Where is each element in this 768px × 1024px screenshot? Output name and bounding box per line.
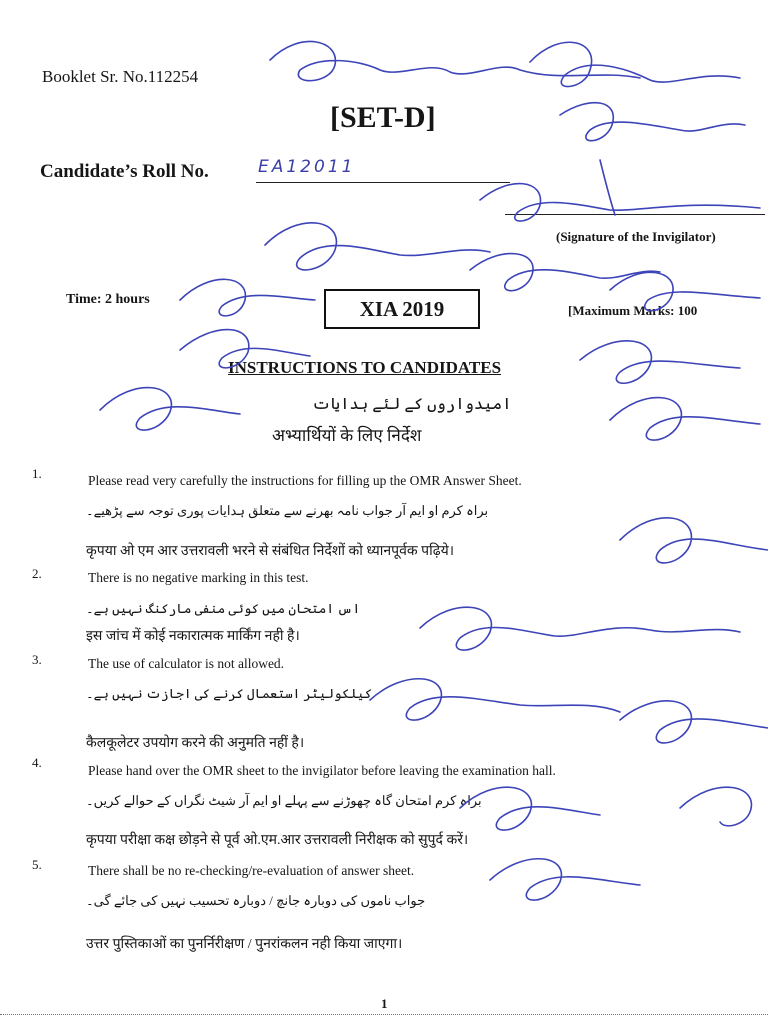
signature-scribble bbox=[180, 279, 315, 316]
booklet-serial: Booklet Sr. No.112254 bbox=[42, 67, 199, 86]
instruction-urdu: جواب ناموں کی دوبارہ جانچ / دوبارہ تحسیب نہیں کی جائے گی۔ bbox=[86, 893, 426, 908]
signature-line bbox=[505, 214, 765, 215]
signature-scribble bbox=[680, 787, 751, 826]
signature-scribble bbox=[420, 607, 740, 650]
signature-scribble bbox=[265, 223, 490, 270]
signature-label: (Signature of the Invigilator) bbox=[556, 229, 716, 244]
signature-scribble bbox=[620, 701, 768, 743]
page-number: 1 bbox=[381, 996, 388, 1011]
signature-scribble bbox=[580, 341, 740, 383]
signature-scribble bbox=[100, 388, 240, 431]
roll-number-line bbox=[256, 182, 510, 183]
instruction-english: There is no negative marking in this test. bbox=[88, 570, 309, 585]
instruction-english: There shall be no re-checking/re-evaluation of answer sheet. bbox=[88, 863, 415, 878]
signature-scribble bbox=[560, 103, 745, 141]
instruction-urdu: کیلکولیٹر استعمال کرنے کی اجازت نہیں ہے۔ bbox=[86, 686, 373, 701]
instructions-heading: INSTRUCTIONS TO CANDIDATES bbox=[228, 358, 502, 377]
roll-number-label: Candidate’s Roll No. bbox=[40, 161, 209, 182]
signature-scribble bbox=[470, 254, 660, 291]
instruction-number: 4. bbox=[32, 755, 42, 770]
max-marks: [Maximum Marks: 100 bbox=[568, 303, 698, 318]
instruction-hindi: इस जांच में कोई नकारात्मक मार्किंग नही है। bbox=[86, 629, 300, 644]
signature-scribble bbox=[530, 42, 740, 86]
instruction-english: Please hand over the OMR sheet to the invigilator before leaving the examination hall. bbox=[88, 763, 556, 778]
page-bottom-rule bbox=[0, 1014, 768, 1015]
exam-code: XIA 2019 bbox=[359, 296, 445, 321]
roll-number-value: EA12011 bbox=[258, 157, 356, 177]
time-label: Time: 2 hours bbox=[66, 292, 150, 307]
signature-scribble bbox=[370, 679, 620, 720]
signature-scribble bbox=[270, 41, 640, 80]
instruction-number: 1. bbox=[32, 466, 42, 481]
exam-code-box bbox=[324, 289, 480, 329]
instruction-english: The use of calculator is not allowed. bbox=[88, 656, 285, 671]
instruction-hindi: कृपया ओ एम आर उत्तरावली भरने से संबंधित निर्देशों को ध्यानपूर्वक पढ़िये। bbox=[86, 544, 455, 559]
instruction-number: 3. bbox=[32, 652, 42, 667]
instruction-english: Please read very carefully the instructions for filling up the OMR Answer Sheet. bbox=[88, 473, 522, 488]
instruction-number: 5. bbox=[32, 857, 42, 872]
instruction-number: 2. bbox=[32, 566, 42, 581]
instruction-hindi: कृपया परीक्षा कक्ष छोड़ने से पूर्व ओ.एम.आर उत्तरावली निरीक्षक को सुपुर्द करें। bbox=[86, 833, 469, 848]
signature-scribble bbox=[490, 859, 640, 900]
signature-scribble bbox=[480, 184, 760, 221]
instruction-hindi: उत्तर पुस्तिकाओं का पुनर्निरीक्षण / पुनरांकलन नही किया जाएगा। bbox=[86, 937, 403, 952]
instruction-urdu: اس امتحان میں کوئی منفی مارکنگ نہیں ہے۔ bbox=[86, 601, 361, 616]
instruction-hindi: कैलकूलेटर उपयोग करने की अनुमति नहीं है। bbox=[86, 736, 305, 751]
instruction-urdu: براہ کرم او ایم آر جواب نامہ بھرنے سے متعلق ہدایات پوری توجہ سے پڑھیے۔ bbox=[86, 503, 489, 518]
set-label: [SET-D] bbox=[330, 101, 436, 134]
signature-scribble bbox=[600, 160, 615, 215]
instructions-heading-urdu: امیدواروں کے لئے ہدایات bbox=[312, 396, 512, 413]
signature-scribble bbox=[610, 398, 760, 441]
instruction-urdu: براہ کرم امتحان گاہ چھوڑنے سے پہلے او ایم آر شیٹ نگراں کے حوالے کریں۔ bbox=[86, 793, 482, 808]
instructions-heading-hindi: अभ्यार्थियों के लिए निर्देश bbox=[272, 426, 422, 445]
signature-scribble bbox=[620, 518, 768, 563]
